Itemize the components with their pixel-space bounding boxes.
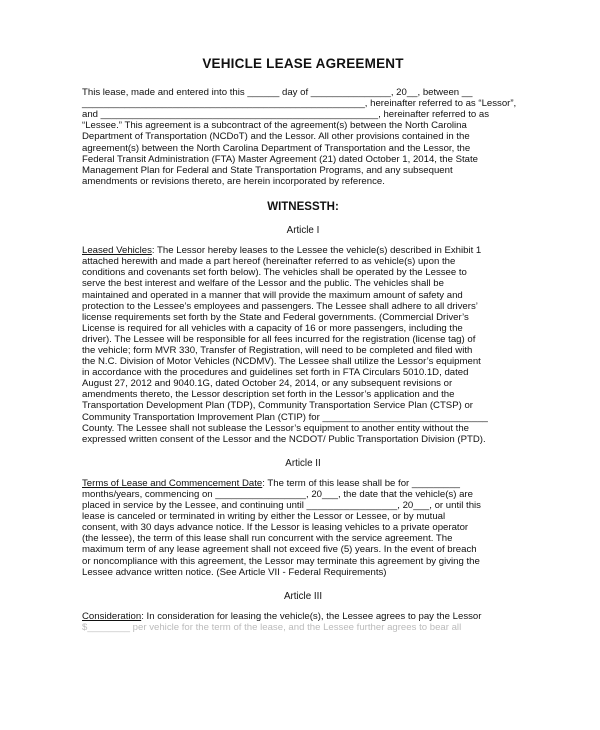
- article-paragraph: [82, 245, 524, 445]
- article-line: or noncompliance with this agreement, the Lessor may terminate this agreement by giving the: [82, 555, 480, 567]
- intro-line: This lease, made and entered into this ______ day of _______________, 20__, between __: [82, 87, 473, 99]
- article-heading: Article II: [285, 457, 321, 469]
- article-paragraph: [82, 478, 524, 578]
- article-term: Leased Vehicles: [82, 245, 152, 257]
- witnesseth-heading: WITNESSTH:: [267, 200, 339, 213]
- article-line: consent, with 30 days advance notice. If the Lessor is leasing vehicles to a private operator: [82, 522, 469, 534]
- article-line: placed in service by the Lessee, and continuing until _________________, 20___, or until this: [82, 500, 481, 512]
- article-line: Lessee advance written notice. (See Article VII - Federal Requirements): [82, 566, 387, 578]
- intro-line: agreement(s) between the North Carolina Department of Transportation and the Lessor, the: [82, 142, 471, 154]
- intro-line: and ____________________________________________________, hereinafter referred to as: [82, 109, 490, 121]
- intro-line: Federal Transit Administration (FTA) Master Agreement (21) dated October 1, 2014, the State: [82, 153, 479, 165]
- article-line: protection to the Lessee’s employees and passengers. The Lessee shall adhere to all drivers’: [82, 300, 478, 312]
- article-line: lease is canceled or terminated in writing by either the Lessor or Lessee, or by mutual: [82, 511, 446, 523]
- article-line: County. The Lessee shall not sublease the Lessor’s equipment to another entity without the: [82, 422, 470, 434]
- article-line: maximum term of any lease agreement shall not exceed five (5) years. In the event of breach: [82, 544, 477, 556]
- article-line: expressed written consent of the Lessor and the NCDOT/ Public Transportation Division (PTD).: [82, 433, 486, 445]
- intro-line: “Lessee.” This agreement is a subcontract of the agreement(s) between the North Carolina: [82, 120, 467, 132]
- article-term: Consideration: [82, 610, 142, 622]
- article-term: Terms of Lease and Commencement Date: [82, 477, 263, 489]
- article-line: driver). The Lessee will be responsible for all fees incurred for the registration (license tag) of: [82, 333, 476, 345]
- article-line: in accordance with the procedures and guidelines set forth in FTA Circulars 5010.1D, dated: [82, 367, 469, 379]
- article-line: serve the best interest and welfare of the Lessor and the public. The vehicles shall be: [82, 278, 444, 290]
- intro-paragraph: [82, 87, 524, 187]
- article-line: (the lessee), the term of this lease shall run concurrent with the service agreement. The: [82, 533, 453, 545]
- article-line: : In consideration for leasing the vehicle(s), the Lessee agrees to pay the Lessor: [141, 610, 482, 622]
- article-line: amendments thereto, the Lessor description set forth in the Lessor’s application and the: [82, 389, 455, 401]
- article-heading: Article III: [283, 590, 323, 602]
- article-line: : The Lessor hereby leases to the Lessee the vehicle(s) described in Exhibit 1: [151, 245, 482, 257]
- article-line: conditions and covenants set forth below). The vehicles shall be operated by the Lessee to: [82, 267, 467, 279]
- article-line: Transportation Development Plan (TDP), Community Transportation Service Plan (CTSP) or: [82, 400, 474, 412]
- intro-line: Department of Transportation (NCDoT) and the Lessor. All other provisions contained in the: [82, 131, 470, 143]
- article-line: $________ per vehicle for the term of the lease, and the Lessee further agrees to bear all: [82, 621, 462, 633]
- article-line: : The term of this lease shall be for _________: [262, 477, 460, 489]
- article-line: Community Transportation Improvement Plan (CTIP) for _______________________________: [82, 411, 488, 423]
- article-line: the vehicle; form MVR 330, Transfer of Registration, will need to be completed and filed with: [82, 344, 473, 356]
- article-line: months/years, commencing on _________________, 20___, the date that the vehicle(s) are: [82, 489, 473, 500]
- article-line: maintained and operated in a manner that will provide the maximum amount of safety and: [82, 289, 463, 301]
- article-line: attached herewith and made a part hereof (hereinafter referred to as vehicle(s) upon the: [82, 256, 456, 268]
- article-line: License is required for all vehicles with a capacity of 16 or more passengers, including the: [82, 322, 463, 334]
- article-line: August 27, 2012 and 9040.1G, dated October 24, 2014, or any subsequent revisions or: [82, 378, 453, 390]
- article-line: license requirements set forth by the State and Federal governments. (Commercial Driver’s: [82, 311, 469, 323]
- article-line: the N.C. Division of Motor Vehicles (NCDMV). The Lessee shall utilize the Lessor’s equipment: [82, 356, 481, 368]
- document-title: VEHICLE LEASE AGREEMENT: [202, 56, 404, 71]
- article-paragraph: [82, 611, 524, 633]
- intro-line: amendments or revisions thereto, are herein incorporated by reference.: [82, 175, 385, 187]
- document-body: [82, 58, 524, 633]
- intro-line: _____________________________________________________, hereinafter referred to as “Lessor”,: [82, 98, 517, 110]
- intro-line: Management Plan for Federal and State Transportation Programs, and any subsequent: [82, 164, 453, 176]
- article-heading: Article I: [286, 225, 320, 237]
